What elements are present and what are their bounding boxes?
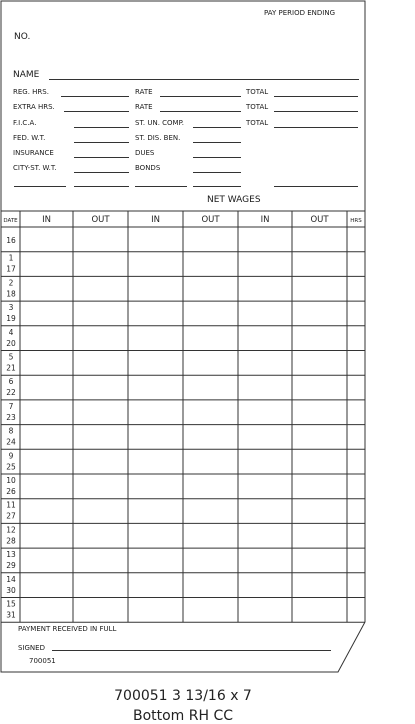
date-label-top: 11	[6, 500, 16, 510]
date-label-bottom: 26	[6, 487, 16, 496]
st-dis-ben-label: ST. DIS. BEN.	[135, 134, 181, 142]
name-label: NAME	[13, 70, 40, 80]
reg-hrs-label: REG. HRS.	[13, 88, 49, 96]
date-label-top: 12	[6, 525, 16, 535]
date-label-bottom: 19	[6, 314, 16, 324]
extra-total-label: TOTAL	[246, 103, 269, 111]
payment-label: PAYMENT RECEIVED IN FULL	[18, 625, 117, 633]
reg-total-label: TOTAL	[246, 88, 269, 96]
date-label-bottom: 23	[6, 412, 16, 422]
grid-header-date: DATE	[3, 218, 18, 224]
extra-hrs-label: EXTRA HRS.	[13, 103, 55, 111]
date-label-top: 3	[8, 303, 14, 313]
caption-line-2: Bottom RH CC	[132, 708, 234, 724]
date-label-top: 5	[8, 352, 14, 362]
grid-header-in: IN	[260, 215, 270, 225]
date-label-bottom: 30	[6, 585, 16, 595]
signed-label: SIGNED	[18, 644, 45, 652]
date-label-top: 14	[6, 574, 16, 584]
date-label-top: 7	[8, 401, 14, 411]
pay-period-label: PAY PERIOD ENDING	[264, 9, 335, 17]
date-label-bottom: 24	[6, 437, 16, 447]
date-label-top: 15	[6, 599, 16, 609]
date-label-bottom: 20	[6, 338, 16, 348]
form-number: 700051	[29, 657, 56, 665]
extra-rate-label: RATE	[135, 103, 153, 111]
date-label-bottom: 16	[6, 236, 16, 245]
date-label-bottom: 22	[6, 388, 16, 398]
grid-header-out: OUT	[91, 215, 110, 225]
caption-line-1: 700051 3 13/16 x 7	[114, 688, 252, 704]
date-label-bottom: 27	[6, 511, 16, 521]
date-label-top: 1	[8, 253, 14, 263]
city-st-wt-label: CITY-ST. W.T.	[13, 164, 57, 172]
date-label-top: 2	[8, 278, 14, 288]
grid-header-hrs: HRS	[350, 218, 362, 224]
grid-header-in: IN	[151, 215, 160, 225]
st-un-comp-label: ST. UN. COMP.	[135, 119, 184, 127]
no-label: NO.	[14, 32, 31, 42]
date-label-bottom: 31	[6, 610, 16, 620]
date-label-bottom: 21	[6, 363, 16, 373]
net-wages-label: NET WAGES	[207, 195, 261, 205]
fed-wt-label: FED. W.T.	[13, 134, 46, 142]
grid-header-in: IN	[42, 215, 51, 225]
date-label-top: 8	[8, 426, 14, 436]
date-label-top: 13	[6, 550, 16, 560]
dues-label: DUES	[135, 149, 155, 157]
insurance-label: INSURANCE	[13, 149, 54, 157]
date-label-bottom: 25	[6, 462, 16, 472]
bonds-label: BONDS	[135, 164, 161, 172]
signed-line[interactable]	[52, 650, 331, 651]
grid-header-out: OUT	[310, 215, 329, 225]
grid-header-out: OUT	[201, 215, 220, 225]
date-label-top: 6	[8, 377, 14, 387]
date-label-bottom: 18	[6, 289, 16, 299]
fica-label: F.I.C.A.	[13, 119, 37, 127]
date-label-bottom: 29	[6, 561, 16, 571]
date-label-top: 10	[6, 476, 16, 485]
fica-total-label: TOTAL	[246, 119, 269, 127]
date-label-top: 9	[8, 451, 14, 461]
date-label-bottom: 28	[6, 536, 16, 546]
date-label-bottom: 17	[6, 264, 16, 274]
date-label-top: 4	[8, 327, 14, 337]
reg-rate-label: RATE	[135, 88, 153, 96]
